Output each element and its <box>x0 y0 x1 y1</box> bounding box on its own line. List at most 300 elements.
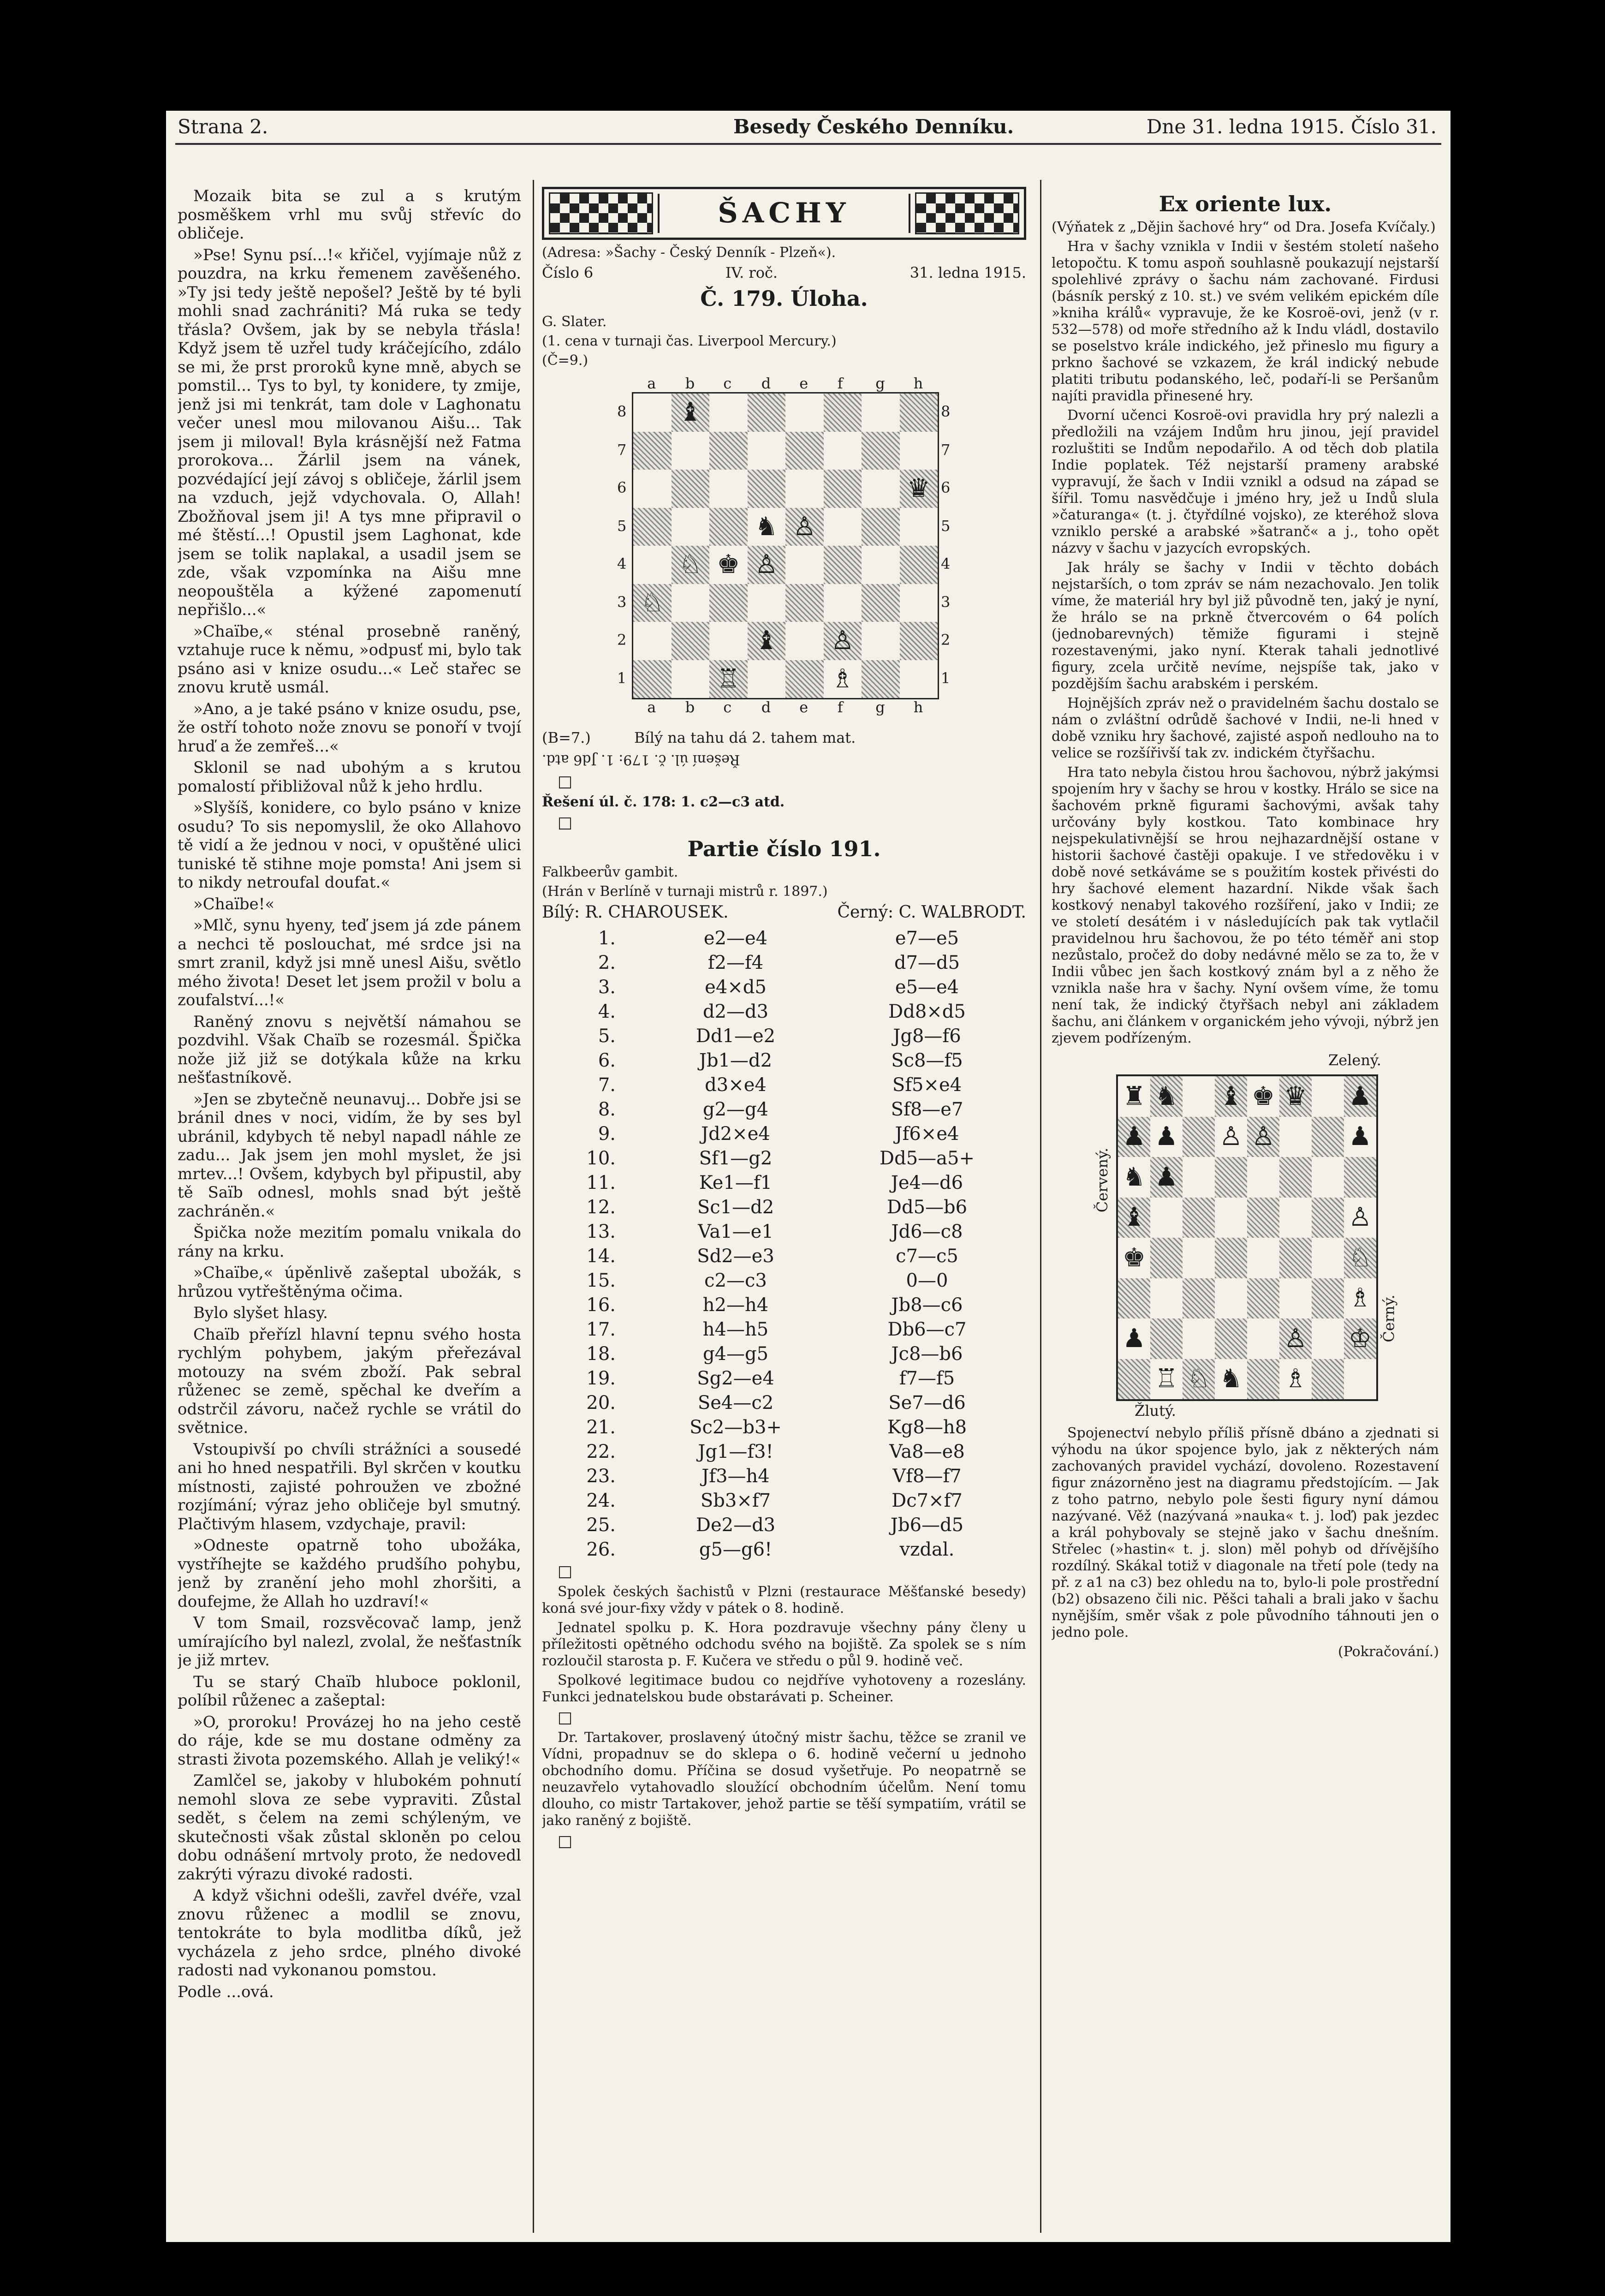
chess-piece: ♗ <box>1348 1283 1372 1313</box>
file-label: g <box>875 698 885 716</box>
board-square <box>709 432 748 470</box>
black-move: Dc7×f7 <box>892 1490 963 1511</box>
file-label: g <box>875 375 885 392</box>
rank-label: 6 <box>941 479 951 497</box>
rank-label: 8 <box>617 403 627 421</box>
board-square <box>862 508 900 546</box>
board-square <box>785 394 824 432</box>
story-signature: Podle ...ová. <box>178 1982 274 2001</box>
chess-issue-line <box>542 264 1026 281</box>
chess-issue-number: Číslo 6 <box>542 264 594 281</box>
story-paragraph: »Chaïbe!« <box>193 895 275 913</box>
file-label: e <box>799 698 808 716</box>
story-paragraph: »Pse! Synu psí...!« křičel, vyjímaje nůž z pouzdra, na krku řemenem zavěšeného. »Ty jsi tedy ještě nepošel? Ještě by té byli mohli snad zachrániti? Má ruka se tedy třásla? Ovšem, jak by se nebyla třásla! Když jsem tě uzřel tudy kráčejícího, zdálo se mi, že prst proroků kyne mně, abych se pomstil... Tys to byl, ty konidere, ty zmije, jenž jsi mi tenkrát, tam dole v Laghonatu večer unesl mou milovanou Aišu... Tak jsem ji miloval! Byla krásnější než Fatma prorokova... Žárlil jsem na vánek, pozvédající její závoj s obličeje, žárlil jsem na vzduch, jejž vdychovala. O, Allah! Zbožňoval jsem ji! A tys mne připravil o mé štěstí...! Opustil jsem Laghonat, kde jsem se tolik naplakal, a usadil jsem se zde, však vzpomínka na Aišu mne neopouštěla a kýžené zapomenutí nepřišlo...« <box>178 245 521 619</box>
move-number: 4. <box>598 1001 616 1022</box>
board-square <box>862 622 900 660</box>
move-number: 16. <box>586 1294 616 1316</box>
board-square <box>1279 1076 1312 1117</box>
board-square <box>748 660 786 698</box>
column-rule-2 <box>1040 180 1041 2233</box>
move-row <box>542 1073 1026 1097</box>
story-paragraph: Zamlčel se, jakoby v hlubokém pohnutí nemohl slova ze sebe vypraviti. Zůstal sedět, s čelem na zemi schýleným, ve skutečnosti však zůstal skloněn po celou dobu odnášení mrtvoly proto, že nedovedl zakrýti výrazu divoké radosti. <box>178 1771 521 1884</box>
chess-piece: ♙ <box>1219 1121 1243 1152</box>
board-square <box>785 470 824 508</box>
file-label: d <box>761 375 771 392</box>
move-number: 24. <box>586 1490 616 1511</box>
board-square <box>1312 1278 1344 1319</box>
white-move: f2—f4 <box>707 952 764 973</box>
black-move: f7—f5 <box>899 1368 955 1389</box>
white-move: c2—c3 <box>704 1270 767 1291</box>
board-square <box>672 546 710 584</box>
move-row <box>542 1366 1026 1391</box>
rank-label: 8 <box>941 403 951 421</box>
chess-piece: ♗ <box>831 663 854 694</box>
white-piece-count: (B=7.) <box>542 729 591 746</box>
separator: □ <box>558 1832 573 1850</box>
history-paragraph: Hra v šachy vznikla v Indii v šestém století našeho letopočtu. K tomu aspoň souhlasně poukazují nejstarší spolehlivé zprávy o šachu nám zachované. Firdusi (básník perský z 10. st.) ve svém velikém epickém díle »kniha králů« vypravuje, že ke Kosroë-ovi, jenž (v r. 532—578) od moře středního až k Indu vládl, dostavilo se poselstvo krále indického, jež přineslo mu figury a prkno šachové se vzkazem, že král indický nebude platiti tributu podanského, leč, podaří-li se Peršanům najíti pravidla přinesené hry. <box>1052 239 1439 404</box>
file-label: c <box>723 375 732 392</box>
move-row <box>542 1220 1026 1244</box>
move-number: 5. <box>598 1026 616 1047</box>
four-player-board <box>1116 1074 1378 1401</box>
black-piece-count: (Č=9.) <box>542 352 588 369</box>
rank-label: 7 <box>941 441 951 459</box>
newspaper-page <box>166 111 1450 2242</box>
chess-year: IV. roč. <box>725 264 778 281</box>
board-square <box>824 584 862 622</box>
chess-piece: ♚ <box>1251 1081 1275 1111</box>
story-paragraph: »Mlč, synu hyeny, teď jsem já zde pánem a nechci tě poslouchat, mé srdce jsi na smrt zranil, když jsi mně unesl Aišu, světlo mého života! Deset let jsem prožil v bolu a zoufalství...!« <box>178 916 521 1009</box>
file-label: f <box>837 698 843 716</box>
label-green: Zelený. <box>1328 1051 1381 1069</box>
black-move: Dd5—b6 <box>886 1197 968 1218</box>
move-number: 1. <box>598 928 616 949</box>
white-move: h2—h4 <box>702 1294 769 1316</box>
story-column <box>178 187 521 2226</box>
file-label: c <box>723 698 732 716</box>
file-label: d <box>761 698 771 716</box>
black-move: Vf8—f7 <box>892 1466 962 1487</box>
story-paragraph: V tom Smail, rozsvěcovač lamp, jenž umírajícího byl nalezl, zvolal, že nešťastník je již mrtev. <box>178 1614 521 1670</box>
white-move: d2—d3 <box>702 1001 769 1022</box>
board-square <box>748 432 786 470</box>
story-paragraph: Špička nože mezitím pomalu vnikala do rány na krku. <box>178 1223 521 1261</box>
board-square <box>1279 1359 1312 1400</box>
board-square <box>633 394 672 432</box>
separator: □ <box>558 772 573 791</box>
board-square <box>1279 1157 1312 1198</box>
history-paragraph: Spojenectví nebylo příliš přísně dbáno a zjednati si výhodu na úkor spojence bylo, jak z některých nám zachovaných pravidel vychází, dovoleno. Rozestavení figur znázorněno jest na diagramu předstojícím. — Jak z toho patrno, nebylo pole šesti figury nyní dámou nazývané. Věž (nazývaná »nauka« t. j. loď) pak jezdec a král pohybovaly se stejně jako v šachu dnešním. Střelec (»hastin« t. j. slon) měl pohyb od dřívějšího rozdílný. Skákal totiž v diagonale na třetí pole (tedy na př. z a1 na c3) bez ohledu na to, bylo-li pole prostřední (b2) obsazeno čili nic. Pěšci tahali a brali jako v šachu nynějším, směr však z pole původního táhnouti jen o jedno pole. <box>1052 1425 1439 1640</box>
white-move: Jb1—d2 <box>699 1050 773 1071</box>
file-label: e <box>799 375 808 392</box>
white-move: g4—g5 <box>702 1343 769 1365</box>
move-row <box>542 1464 1026 1489</box>
chess-issue-date: 31. ledna 1915. <box>910 264 1026 281</box>
black-move: Sf8—e7 <box>891 1099 963 1120</box>
move-row <box>542 1440 1026 1464</box>
board-square <box>1344 1278 1376 1319</box>
story-paragraph: »Chaïbe,« úpěnlivě zašeptal ubožák, s hrůzou vytřeštěnýma očima. <box>178 1264 521 1301</box>
story-paragraph: Vstoupivší po chvíli strážníci a sousedé ani ho hned nespatřili. Byl skrčen v koutku místnosti, zajisté pohroužen ve zbožné rozjímání; výraz jeho obličeje byl smutný. Plačtivým hlasem, vzdychaje, pravil: <box>178 1440 521 1533</box>
chess-piece: ♘ <box>678 549 702 580</box>
board-square <box>672 584 710 622</box>
story-paragraph: »Jen se zbytečně neunavuj... Dobře jsi se bránil dnes v noci, vidím, že by ses byl ubránil, kdybych tě nebyl napadl náhle ze zadu... Jak jsem jen mohl myslet, že jsi mrtev...! Ovšem, kdybych byl připustil, aby tě Saïb odnesl, mohls snad být ještě zachráněn.« <box>178 1090 521 1221</box>
board-square <box>1183 1076 1215 1117</box>
board-square <box>1150 1318 1183 1359</box>
board-square <box>672 394 710 432</box>
chess-piece: ♗ <box>1284 1364 1308 1394</box>
black-move: Jf6×e4 <box>895 1123 959 1145</box>
white-move: Sc2—b3+ <box>690 1417 782 1438</box>
board-square <box>1118 1278 1150 1319</box>
board-square <box>1344 1238 1376 1278</box>
white-move: Jf3—h4 <box>701 1466 770 1487</box>
move-number: 17. <box>586 1319 616 1340</box>
board-square <box>1247 1198 1279 1238</box>
file-label: b <box>685 375 695 392</box>
board-square <box>1247 1278 1279 1319</box>
board-square <box>1247 1318 1279 1359</box>
club-note-3: Spolkové legitimace budou co nejdříve vyhotoveny a rozeslány. Funkci jednatelskou bude obstarávati p. Scheiner. <box>542 1672 1026 1705</box>
chess-piece: ♝ <box>1219 1081 1243 1111</box>
board-square <box>1118 1157 1150 1198</box>
white-move: e4×d5 <box>705 977 767 998</box>
move-row <box>542 1489 1026 1513</box>
board-square <box>862 432 900 470</box>
rank-label: 5 <box>617 517 627 535</box>
board-square <box>900 394 938 432</box>
move-row <box>542 926 1026 951</box>
move-number: 19. <box>586 1368 616 1389</box>
story-paragraph: Sklonil se nad ubohým a s krutou pomalostí přibližoval nůž k jeho hrdlu. <box>178 758 521 796</box>
move-number: 9. <box>598 1123 616 1145</box>
board-square <box>748 546 786 584</box>
board-square <box>1150 1076 1183 1117</box>
black-move: Je4—d6 <box>891 1172 963 1193</box>
rank-label: 1 <box>941 669 951 687</box>
rank-label: 4 <box>941 555 951 573</box>
separator: □ <box>558 1562 573 1580</box>
rank-label: 4 <box>617 555 627 573</box>
board-square <box>900 622 938 660</box>
board-square <box>1118 1238 1150 1278</box>
chess-piece: ♖ <box>717 663 740 694</box>
move-number: 25. <box>586 1515 616 1536</box>
move-number: 13. <box>586 1221 616 1242</box>
move-row <box>542 1146 1026 1171</box>
white-move: Sg2—e4 <box>697 1368 774 1389</box>
separator: □ <box>558 1708 573 1727</box>
board-square <box>1150 1359 1183 1400</box>
board-square <box>1279 1198 1312 1238</box>
white-move: Dd1—e2 <box>696 1026 776 1047</box>
board-square <box>709 622 748 660</box>
black-move: Jc8—b6 <box>891 1343 963 1365</box>
checker-ornament-right <box>915 192 1019 234</box>
history-paragraph: Hojnějších zpráv než o pravidelném šachu dostalo se nám o zvláštní odrůdě šachové v Indii, ne-li hned v době vzniku hry šachové, zajisté aspoň nedlouho na to velice se rozšířivší tak zv. indickém čtyřšachu. <box>1052 695 1439 761</box>
history-column <box>1052 187 1439 2226</box>
board-square <box>785 660 824 698</box>
move-number: 6. <box>598 1050 616 1071</box>
file-label: a <box>647 375 656 392</box>
move-number: 23. <box>586 1466 616 1487</box>
chess-address: (Adresa: »Šachy - Český Denník - Plzeň«). <box>542 245 836 261</box>
story-paragraph: Chaïb přeřízl hlavní tepnu svého hosta rychlým pohybem, jakým přeřezával motouzy na svém zboží. Pak sebral růženec se země, spěchal ke dveřím a odstrčil závoru, načež rychle se vrátil do světnice. <box>178 1325 521 1437</box>
chess-piece: ♟ <box>1122 1323 1146 1354</box>
black-player: Černý: C. WALBRODT. <box>837 903 1026 922</box>
board-square <box>1118 1318 1150 1359</box>
move-row <box>542 951 1026 975</box>
newspaper-title: Besedy Českého Denníku. <box>733 115 1014 138</box>
board-square <box>1279 1318 1312 1359</box>
rank-label: 3 <box>617 593 627 611</box>
separator: □ <box>558 813 573 832</box>
board-square <box>1312 1318 1344 1359</box>
black-move: d7—d5 <box>894 952 960 973</box>
chess-piece: ♜ <box>1122 1081 1146 1111</box>
story-paragraph: »Odneste opatrně toho ubožáka, vystříhejte se každého prudšího pohybu, jenž by zranění jeho mohl zhoršiti, a doufejme, že Allah ho uzdraví!« <box>178 1536 521 1611</box>
move-row <box>542 1538 1026 1562</box>
black-move: e7—e5 <box>895 928 959 949</box>
story-paragraph: Mozaik bita se zul a s krutým posměškem vrhl mu svůj střevíc do obličeje. <box>178 187 521 243</box>
board-square <box>824 508 862 546</box>
move-number: 2. <box>598 952 616 973</box>
game-venue: (Hrán v Berlíně v turnaji mistrů r. 1897.) <box>542 883 828 900</box>
board-square <box>672 660 710 698</box>
history-paragraph: Jak hrály se šachy v Indii v těchto dobách nejstarších, o tom zpráv se nám nezachovalo. Jen tolik víme, že materiál hry byl již původně ten, jaký je nyní, že hrálo se na prkně čtvercovém o 64 polích (jednobarevných) těmiže figurami i stejně rozestavenými, jako nyní. Kterak tahali jednotlivé figury, zcela určitě nevíme, nejspíše tak, jako v pozdějším šachu arabském i perském. <box>1052 560 1439 692</box>
board-square <box>1215 1157 1247 1198</box>
black-move: Jg8—f6 <box>893 1026 961 1047</box>
board-square <box>900 470 938 508</box>
move-number: 10. <box>586 1148 616 1169</box>
story-paragraph: »Ano, a je také psáno v knize osudu, pse, že ostří tohoto nože znovu se ponoří v tvojí hruď a že zemřeš...« <box>178 699 521 756</box>
board-square <box>824 546 862 584</box>
move-number: 11. <box>586 1172 616 1193</box>
board-square <box>1344 1198 1376 1238</box>
white-move: Jd2×e4 <box>701 1123 770 1145</box>
game-opening: Falkbeerův gambit. <box>542 864 678 880</box>
chess-piece: ♞ <box>1219 1364 1243 1394</box>
history-subtitle: (Výňatek z „Dějin šachové hry“ od Dra. Josefa Kvíčaly.) <box>1052 219 1436 235</box>
board-square <box>1150 1198 1183 1238</box>
board-square <box>1118 1198 1150 1238</box>
move-number: 15. <box>586 1270 616 1291</box>
move-row <box>542 975 1026 1000</box>
board-square <box>1183 1359 1215 1400</box>
board-square <box>1215 1318 1247 1359</box>
board-square <box>1312 1238 1344 1278</box>
club-note: Spolek českých šachistů v Plzni (restaurace Měšťanské besedy) koná své jour-fixy vždy v pátek o 8. hodině. <box>542 1583 1026 1616</box>
board-square <box>748 508 786 546</box>
chess-piece: ♘ <box>1187 1364 1211 1394</box>
black-move: Dd5—a5+ <box>880 1148 975 1169</box>
story-paragraph: Raněný znovu s největší námahou se pozdvihl. Však Chaïb se rozesmál. Špička nože již již se dotýkala kůže na krku nešťastníkově. <box>178 1012 521 1087</box>
move-number: 22. <box>586 1441 616 1462</box>
white-move: Sc1—d2 <box>697 1197 774 1218</box>
board-square <box>1215 1198 1247 1238</box>
rank-label: 3 <box>941 593 951 611</box>
chess-piece: ♟ <box>1348 1121 1372 1152</box>
black-move: Dd8×d5 <box>888 1001 966 1022</box>
chess-piece: ♘ <box>1348 1242 1372 1273</box>
continued-note: (Pokračování.) <box>1338 1644 1439 1660</box>
board-square <box>1247 1157 1279 1198</box>
white-move: e2—e4 <box>703 928 768 949</box>
board-square <box>900 546 938 584</box>
board-square <box>1247 1238 1279 1278</box>
file-label: h <box>913 698 923 716</box>
chess-column <box>542 187 1026 2226</box>
black-move: Se7—d6 <box>888 1392 966 1413</box>
move-row <box>542 1342 1026 1366</box>
board-square <box>862 584 900 622</box>
chess-piece: ♛ <box>907 473 930 504</box>
story-paragraph: Bylo slyšet hlasy. <box>193 1304 328 1322</box>
board-square <box>1183 1238 1215 1278</box>
black-move: Va8—e8 <box>889 1441 965 1462</box>
white-move: De2—d3 <box>696 1515 776 1536</box>
black-move: Jb8—c6 <box>891 1294 963 1316</box>
chess-piece: ♛ <box>1284 1081 1308 1111</box>
chess-piece: ♚ <box>717 549 740 580</box>
rank-label: 1 <box>617 669 627 687</box>
board-square <box>1312 1359 1344 1400</box>
move-row <box>542 1244 1026 1269</box>
board-square <box>1150 1278 1183 1319</box>
label-yellow: Žlutý. <box>1135 1402 1176 1419</box>
chess-piece: ♔ <box>1348 1323 1372 1354</box>
story-paragraph: »Slyšíš, konidere, co bylo psáno v knize osudu? To sis nepomyslil, že oko Allahovo tě vidí a že jednou v noci, v opuštěné ulici tuniské tě stihne moje pomsta! Ani jsem si to nikdy netroufal doufat.« <box>178 799 521 892</box>
board-square <box>672 622 710 660</box>
board-square <box>1215 1117 1247 1157</box>
white-move: Jg1—f3! <box>698 1441 773 1462</box>
chess-piece: ♙ <box>1348 1202 1372 1233</box>
board-square <box>633 470 672 508</box>
stipulation-line <box>542 729 1026 746</box>
board-square <box>1279 1117 1312 1157</box>
board-square <box>1215 1076 1247 1117</box>
problem-board <box>632 392 939 699</box>
story-paragraph: Tu se starý Chaïb hluboce poklonil, políbil růženec a zašeptal: <box>178 1672 521 1710</box>
board-square <box>1150 1238 1183 1278</box>
board-square <box>1215 1238 1247 1278</box>
board-square <box>824 470 862 508</box>
move-row <box>542 1024 1026 1049</box>
file-label: b <box>685 698 695 716</box>
board-square <box>785 584 824 622</box>
move-number: 3. <box>598 977 616 998</box>
board-square <box>1247 1117 1279 1157</box>
white-move: Se4—c2 <box>697 1392 774 1413</box>
black-move: Jb6—d5 <box>890 1515 964 1536</box>
board-square <box>748 470 786 508</box>
history-title: Ex oriente lux. <box>1159 191 1332 216</box>
board-square <box>900 584 938 622</box>
chess-piece: ♙ <box>793 511 816 542</box>
board-square <box>672 470 710 508</box>
story-paragraph: A když všichni odešli, zavřel dvéře, vzal znovu růženec a modlil se znovu, tentokráte to byla modlitba díků, jež vycházela z jeho srdce, plného divoké radosti nad vykonanou pomstou. <box>178 1886 521 1980</box>
white-move: Ke1—f1 <box>699 1172 773 1193</box>
board-square <box>1279 1238 1312 1278</box>
move-row <box>542 1049 1026 1073</box>
black-move: Kg8—h8 <box>887 1417 967 1438</box>
board-square <box>1183 1157 1215 1198</box>
chess-piece: ♟ <box>1154 1162 1178 1192</box>
chess-piece: ♘ <box>641 587 664 618</box>
board-square <box>709 546 748 584</box>
chess-piece: ♙ <box>1251 1121 1275 1152</box>
black-move: vzdal. <box>899 1539 955 1560</box>
board-square <box>633 622 672 660</box>
move-row <box>542 1195 1026 1220</box>
board-square <box>1215 1359 1247 1400</box>
board-square <box>1183 1117 1215 1157</box>
move-number: 14. <box>586 1246 616 1267</box>
rank-label: 2 <box>617 631 627 649</box>
board-square <box>785 432 824 470</box>
board-square <box>1150 1157 1183 1198</box>
rank-label: 5 <box>941 517 951 535</box>
problem-diagram <box>609 374 959 724</box>
board-square <box>1183 1198 1215 1238</box>
move-number: 8. <box>598 1099 616 1120</box>
board-square <box>633 584 672 622</box>
move-row <box>542 1391 1026 1415</box>
board-square <box>1312 1117 1344 1157</box>
four-player-diagram <box>1088 1051 1402 1420</box>
black-move: Db6—c7 <box>887 1319 967 1340</box>
move-row <box>542 1122 1026 1146</box>
white-move: h4—h5 <box>702 1319 769 1340</box>
board-square <box>900 508 938 546</box>
file-label: f <box>837 375 843 392</box>
board-square <box>1312 1076 1344 1117</box>
board-square <box>862 394 900 432</box>
checker-ornament-left <box>549 192 653 234</box>
board-square <box>672 508 710 546</box>
file-label: h <box>913 375 923 392</box>
chess-piece: ♟ <box>1348 1081 1372 1111</box>
black-move: Sc8—f5 <box>891 1050 963 1071</box>
move-number: 26. <box>586 1539 616 1560</box>
board-square <box>633 660 672 698</box>
board-square <box>1183 1318 1215 1359</box>
chess-banner-title: ŠACHY <box>658 194 910 233</box>
move-number: 20. <box>586 1392 616 1413</box>
board-square <box>862 470 900 508</box>
black-move: Sf5×e4 <box>892 1074 962 1096</box>
move-row <box>542 1293 1026 1318</box>
rank-label: 7 <box>617 441 627 459</box>
board-square <box>1118 1117 1150 1157</box>
board-square <box>1279 1278 1312 1319</box>
chess-piece: ♞ <box>755 511 778 542</box>
black-move: Jd6—c8 <box>891 1221 963 1242</box>
inverted-solution: Řešení úl. č. 179: 1. Jd6 atd. <box>542 751 740 768</box>
chess-piece: ♟ <box>1122 1121 1146 1152</box>
problem-stipulation: Bílý na tahu dá 2. tahem mat. <box>634 729 856 746</box>
board-square <box>862 546 900 584</box>
story-paragraph: »Chaïbe,« sténal prosebně raněný, vztahuje ruce k němu, »odpusť mi, bylo tak psáno asi v knize osudu...« Leč stařec se znovu krutě usmál. <box>178 622 521 697</box>
board-square <box>900 660 938 698</box>
board-square <box>633 546 672 584</box>
board-square <box>709 660 748 698</box>
chess-piece: ♝ <box>755 626 778 656</box>
white-move: Sb3×f7 <box>700 1490 771 1511</box>
history-paragraph: Dvorní učenci Kosroë-ovi pravidla hry prý nalezli a předložili na vzájem Indům hru jinou, její pravidel rozluštiti se Indům nepodařilo. A od těch dob platila Indie poplatek. Též nejstarší prameny arabské vypravují, že šach v Indii vznikl a odsud na západ se šířil. Tomu nasvědčuje i jméno hry, jež u Indů slula »čaturanga« (t. j. čtyřdílné vojsko), ze kteréhož slova vzniklo perské a arabské »šatranč« a j., toho opět názvy v šachu v jazycích evropských. <box>1052 407 1439 556</box>
white-move: g2—g4 <box>702 1099 769 1120</box>
